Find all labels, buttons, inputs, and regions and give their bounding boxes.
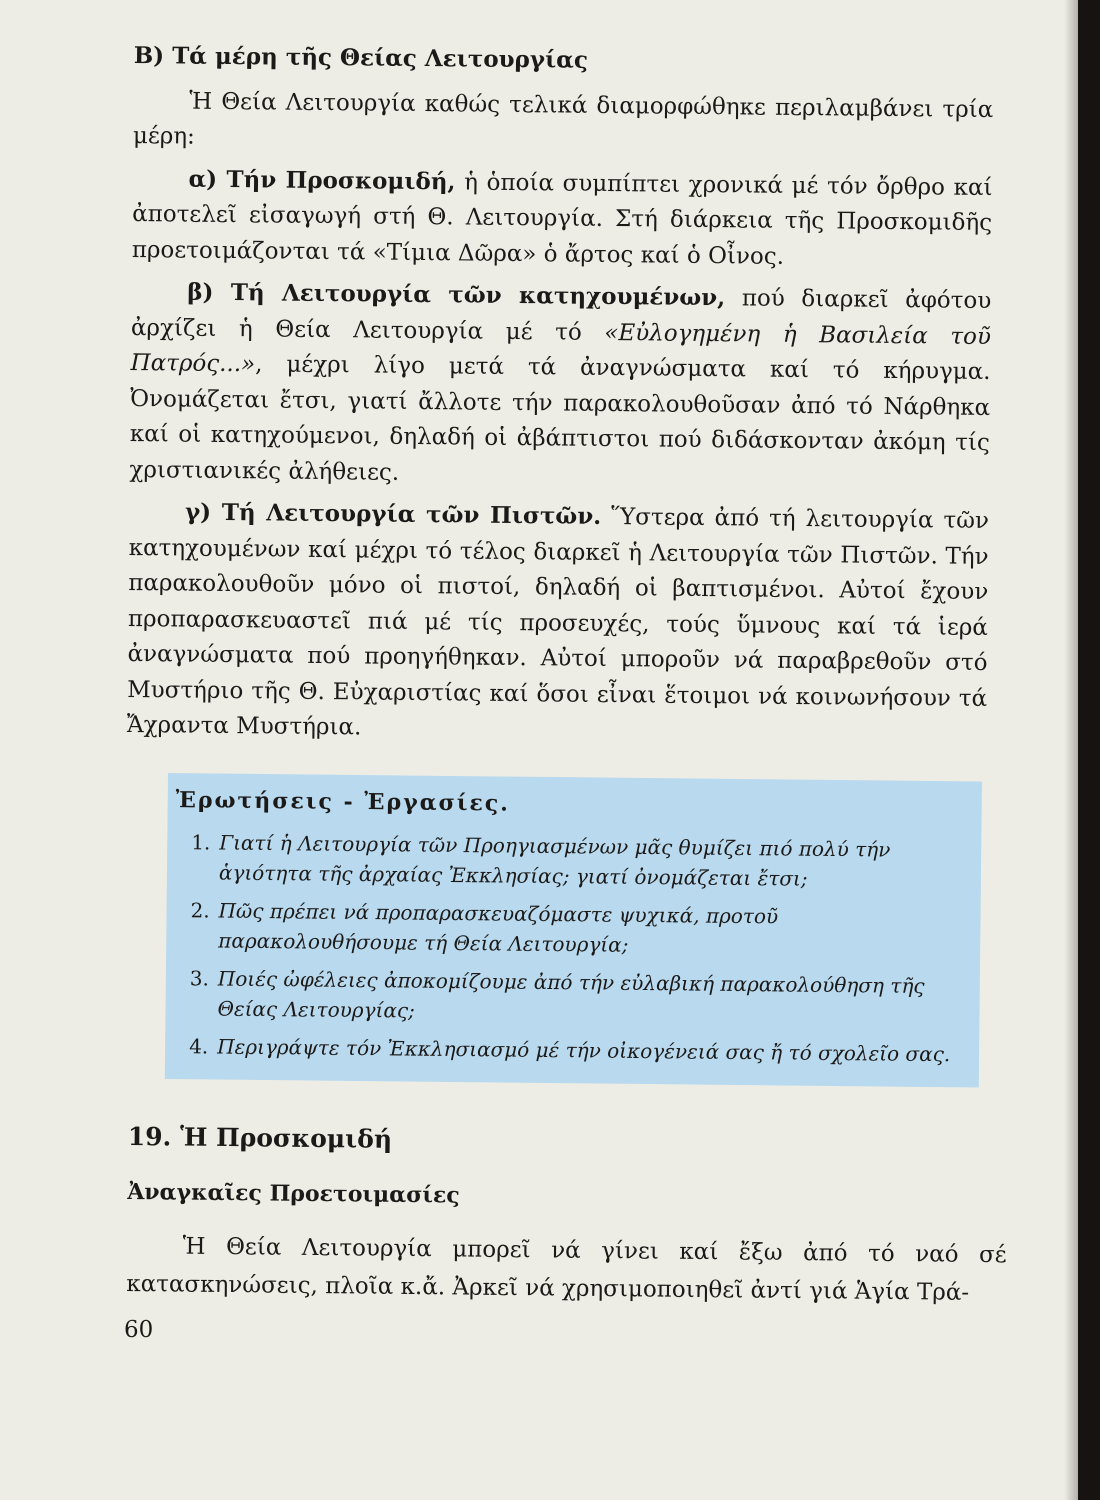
page-number: 60 xyxy=(124,1317,154,1343)
questions-box xyxy=(165,773,982,1088)
question-text: Πῶς πρέπει νά προπαρασκευαζόμαστε ψυχικά, προτοῦ παρακολουθήσουμε τή Θεία Λειτουργία; xyxy=(218,898,779,957)
main-text xyxy=(127,38,994,752)
item-label: α) Τήν Προσκομιδή, xyxy=(188,165,456,195)
question-number: 4. xyxy=(189,1034,209,1059)
spine-shadow xyxy=(1064,0,1078,1500)
question-item xyxy=(189,1031,959,1069)
chapter-paragraph: Ἡ Θεία Λειτουργία μπορεῖ νά γίνει καί ἔξω ἀπό τό ναό σέ κατασκηνώσεις, πλοῖα κ.ἄ. Ἀρκεῖ νά χρησιμοποιηθεῖ ἀντί γιά Ἁγία Τρά- xyxy=(126,1233,1007,1306)
item-text: Ὕστερα ἀπό τή λειτουργία τῶν κατηχουμένων καί μέχρι τό τέλος διαρκεῖ ἡ Λειτουργία τῶν Πιστῶν. Τήν παρακολουθοῦν μόνο οἱ πιστοί, δηλαδή οἱ βαπτισμένοι. Αὐτοί ἔχουν προπαρασκευαστεῖ πιά μέ τίς προσευχές, τούς ὕμνους καί τά ἱερά ἀναγνώσματα πού προηγήθηκαν. Αὐτοί μποροῦν νά παραβρεθοῦν στό Μυστήριο τῆς Θ. Εὐχαριστίας καί ὅσοι εἶναι ἕτοιμοι νά κοινωνήσουν τά Ἄχραντα Μυστήρια. xyxy=(126,503,990,741)
section-19 xyxy=(126,1122,1008,1312)
item-label: β) Τή Λειτουργία τῶν κατηχουμένων, xyxy=(187,278,726,312)
questions-content xyxy=(175,787,962,1077)
question-text: Ποιές ὠφέλειες ἀποκομίζουμε ἀπό τήν εὐλαβική παρακολούθηση τῆς Θείας Λειτουργίας; xyxy=(217,966,925,1023)
question-item xyxy=(191,827,962,895)
question-text: Περιγράψτε τόν Ἐκκλησιασμό μέ τήν οἰκογένειά σας ἤ τό σχολεῖο σας. xyxy=(217,1034,951,1067)
item-label: γ) Τή Λειτουργία τῶν Πιστῶν. xyxy=(184,498,602,530)
list-item xyxy=(132,160,993,276)
list-item xyxy=(127,494,990,752)
chapter-subtitle: Ἀναγκαῖες Προετοιμασίες xyxy=(127,1178,460,1209)
item-text: ἡ ὁποία συμπίπτει χρονικά μέ τόν ὄρθρο καί ἀποτελεῖ εἰσαγωγή στή Θ. Λειτουργία. Στή διάρκεια τῆς Προσκομιδῆς προετοιμάζονται τά «Τίμια Δῶρα» ὁ ἄρτος καί ὁ Οἶνος. xyxy=(131,168,993,270)
item-text: πού διαρκεῖ ἀφότου ἀρχίζει ἡ Θεία Λειτουργία μέ τό xyxy=(130,285,992,346)
question-item xyxy=(189,963,960,1031)
intro-paragraph: Ἡ Θεία Λειτουργία καθώς τελικά διαμορφώθηκε περιλαμβάνει τρία μέρη: xyxy=(132,88,994,150)
section-heading: Β) Τά μέρη τῆς Θείας Λειτουργίας xyxy=(133,41,589,74)
question-number: 1. xyxy=(191,830,211,855)
question-item xyxy=(190,895,961,963)
chapter-title: 19. Ἡ Προσκομιδή xyxy=(127,1122,393,1154)
item-quote: «Εὐλογημένη ἡ Βασιλεία τοῦ Πατρός...» xyxy=(130,319,992,378)
question-number: 2. xyxy=(190,898,210,923)
item-text: , μέχρι λίγο μετά τά ἀναγνώσματα καί τό κήρυγμα. Ὀνομάζεται ἔτσι, γιατί ἄλλοτε τήν παρακολουθοῦσαν ἀπό τό Νάρθηκα καί οἱ κατηχούμενοι, δηλαδή οἱ ἀβάπτιστοι πού διδάσκονταν ἀκόμη τίς χριστιανικές ἀλήθειες. xyxy=(129,351,991,486)
list-item xyxy=(129,274,991,497)
question-number: 3. xyxy=(189,966,210,991)
questions-title: Ἐρωτήσεις - Ἐργασίες. xyxy=(175,787,511,817)
book-spine xyxy=(1078,0,1100,1500)
question-text: Γιατί ἡ Λειτουργία τῶν Προηγιασμένων μᾶς θυμίζει πιό πολύ τήν ἁγιότητα τῆς ἀρχαίας Ἐκκλησίας; γιατί ὀνομάζεται ἔτσι; xyxy=(218,830,891,891)
